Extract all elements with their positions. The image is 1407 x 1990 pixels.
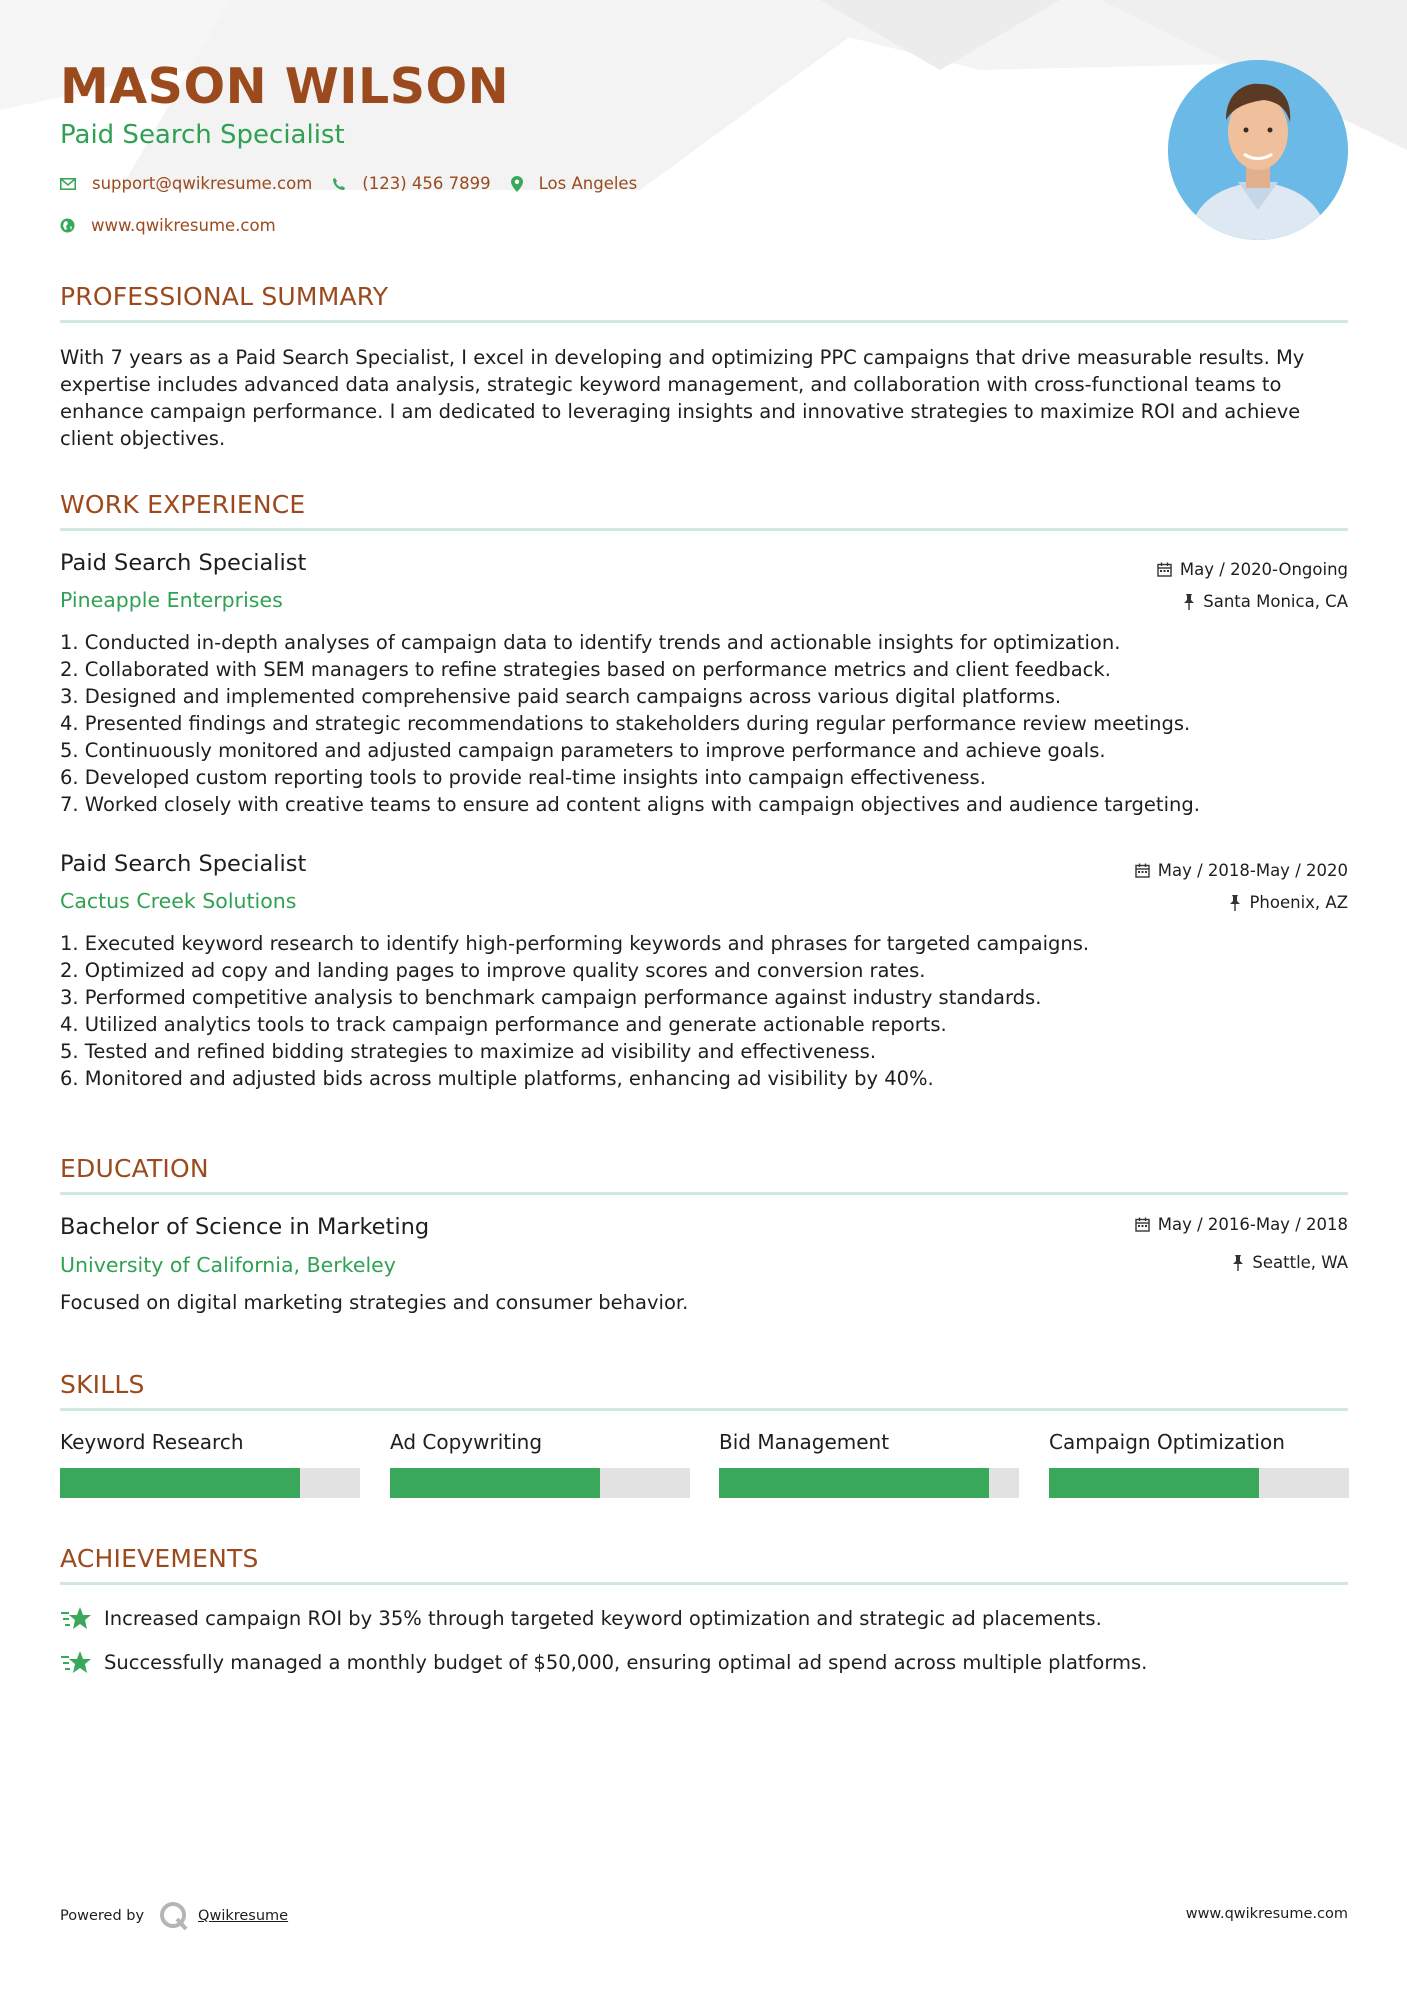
contact-location — [511, 174, 638, 193]
summary-text: With 7 years as a Paid Search Specialist, I excel in developing and optimizing PPC campaigns that drive measurable results. My expertise includes advanced data analysis, strategic keyword management, and collaboration with cross-functional teams to enhance campaign performance. I am dedicated to leveraging insights and innovative strategies to maximize ROI and achieve client objectives. — [60, 346, 1305, 450]
education-dates — [1135, 1215, 1348, 1234]
job-location-text: Phoenix, AZ — [1249, 893, 1348, 912]
job-dates-text: May / 2020-Ongoing — [1179, 560, 1348, 579]
skill-bid-management — [719, 1430, 1019, 1498]
skill-bar-track — [1049, 1468, 1349, 1498]
contact-email[interactable] — [60, 174, 312, 193]
skill-bar-track — [390, 1468, 690, 1498]
education-location-text: Seattle, WA — [1252, 1253, 1348, 1272]
job-location — [1229, 893, 1348, 912]
star-icon — [60, 1605, 92, 1631]
list-item: 6. Monitored and adjusted bids across multiple platforms, enhancing ad visibility by 40%. — [60, 1067, 934, 1090]
pushpin-icon — [1229, 895, 1241, 911]
globe-icon — [60, 218, 75, 233]
list-item: 6. Developed custom reporting tools to provide real-time insights into campaign effectiveness. — [60, 766, 986, 789]
list-item: 5. Continuously monitored and adjusted campaign parameters to improve performance and achieve goals. — [60, 739, 1106, 762]
skill-bar-fill — [60, 1468, 300, 1498]
education-heading: EDUCATION — [60, 1154, 209, 1183]
contact-row-primary — [60, 174, 657, 193]
star-icon — [60, 1649, 92, 1675]
education-divider — [60, 1192, 1348, 1195]
powered-by-label: Powered by — [60, 1908, 145, 1924]
list-item: 3. Performed competitive analysis to benchmark campaign performance against industry standards. — [60, 986, 1042, 1009]
phone-icon — [332, 177, 346, 191]
skills-divider — [60, 1408, 1348, 1411]
candidate-name: MASON WILSON — [60, 58, 510, 115]
skill-name: Ad Copywriting — [390, 1430, 543, 1454]
location-text: Los Angeles — [538, 174, 638, 193]
summary-heading: PROFESSIONAL SUMMARY — [60, 282, 389, 311]
skill-name: Campaign Optimization — [1049, 1430, 1285, 1454]
skill-bar-track — [719, 1468, 1019, 1498]
education-description: Focused on digital marketing strategies and consumer behavior. — [60, 1291, 689, 1314]
skill-bar-track — [60, 1468, 360, 1498]
qwikresume-link[interactable]: Qwikresume — [198, 1908, 289, 1924]
education-school: University of California, Berkeley — [60, 1253, 396, 1277]
profile-photo — [1168, 60, 1348, 240]
skill-keyword-research — [60, 1430, 360, 1498]
map-pin-icon — [511, 176, 523, 192]
skill-ad-copywriting — [390, 1430, 690, 1498]
skill-name: Bid Management — [719, 1430, 890, 1454]
job-company: Cactus Creek Solutions — [60, 889, 297, 913]
pushpin-icon — [1232, 1255, 1244, 1271]
education-dates-text: May / 2016-May / 2018 — [1157, 1215, 1348, 1234]
education-degree: Bachelor of Science in Marketing — [60, 1214, 430, 1240]
candidate-title: Paid Search Specialist — [60, 119, 345, 150]
contact-website[interactable] — [60, 216, 276, 235]
job-location-text: Santa Monica, CA — [1203, 592, 1348, 611]
list-item: 1. Executed keyword research to identify high-performing keywords and phrases for targeted campaigns. — [60, 932, 1090, 955]
phone-text: (123) 456 7899 — [362, 174, 491, 193]
education-location — [1232, 1253, 1348, 1272]
job-responsibilities — [60, 629, 1350, 818]
experience-divider — [60, 528, 1348, 531]
list-item: 3. Designed and implemented comprehensive paid search campaigns across various digital platforms. — [60, 685, 1062, 708]
list-item: 2. Collaborated with SEM managers to refine strategies based on performance metrics and client feedback. — [60, 658, 1111, 681]
job-responsibilities — [60, 930, 1350, 1092]
calendar-icon — [1135, 863, 1150, 878]
calendar-icon — [1157, 562, 1172, 577]
resume-header — [60, 60, 509, 150]
achievement-text: Successfully managed a monthly budget of $50,000, ensuring optimal ad spend across multiple platforms. — [104, 1650, 1148, 1674]
skill-bar-fill — [390, 1468, 600, 1498]
list-item: 5. Tested and refined bidding strategies to maximize ad visibility and effectiveness. — [60, 1040, 877, 1063]
qwikresume-logo-icon — [158, 1900, 190, 1932]
achievements-heading: ACHIEVEMENTS — [60, 1544, 259, 1573]
job-dates-text: May / 2018-May / 2020 — [1157, 861, 1348, 880]
achievement-item — [60, 1605, 1102, 1631]
list-item: 1. Conducted in-depth analyses of campaign data to identify trends and actionable insights for optimization. — [60, 631, 1121, 654]
job-dates — [1157, 560, 1348, 579]
achievement-item — [60, 1649, 1147, 1675]
experience-heading: WORK EXPERIENCE — [60, 490, 306, 519]
email-text: support@qwikresume.com — [92, 174, 313, 193]
skill-name: Keyword Research — [60, 1430, 244, 1454]
job-company: Pineapple Enterprises — [60, 588, 283, 612]
calendar-icon — [1135, 1217, 1150, 1232]
footer-website[interactable]: www.qwikresume.com — [1185, 1906, 1348, 1922]
skill-bar-fill — [719, 1468, 989, 1498]
skills-heading: SKILLS — [60, 1370, 145, 1399]
job-dates — [1135, 861, 1348, 880]
pushpin-icon — [1183, 594, 1195, 610]
job-role: Paid Search Specialist — [60, 851, 307, 877]
job-role: Paid Search Specialist — [60, 550, 307, 576]
contact-row-secondary — [60, 216, 296, 235]
list-item: 7. Worked closely with creative teams to ensure ad content aligns with campaign objectives and audience targeting. — [60, 793, 1200, 816]
website-text: www.qwikresume.com — [91, 216, 276, 235]
skill-campaign-optimization — [1049, 1430, 1349, 1498]
job-location — [1183, 592, 1348, 611]
achievement-text: Increased campaign ROI by 35% through targeted keyword optimization and strategic ad placements. — [104, 1606, 1102, 1630]
footer-powered-by — [60, 1900, 288, 1932]
envelope-icon — [60, 178, 76, 190]
list-item: 4. Presented findings and strategic recommendations to stakeholders during regular performance review meetings. — [60, 712, 1191, 735]
list-item: 4. Utilized analytics tools to track campaign performance and generate actionable reports. — [60, 1013, 947, 1036]
skill-bar-fill — [1049, 1468, 1259, 1498]
contact-phone[interactable] — [332, 174, 490, 193]
summary-divider — [60, 320, 1348, 323]
list-item: 2. Optimized ad copy and landing pages to improve quality scores and conversion rates. — [60, 959, 926, 982]
achievements-divider — [60, 1582, 1348, 1585]
